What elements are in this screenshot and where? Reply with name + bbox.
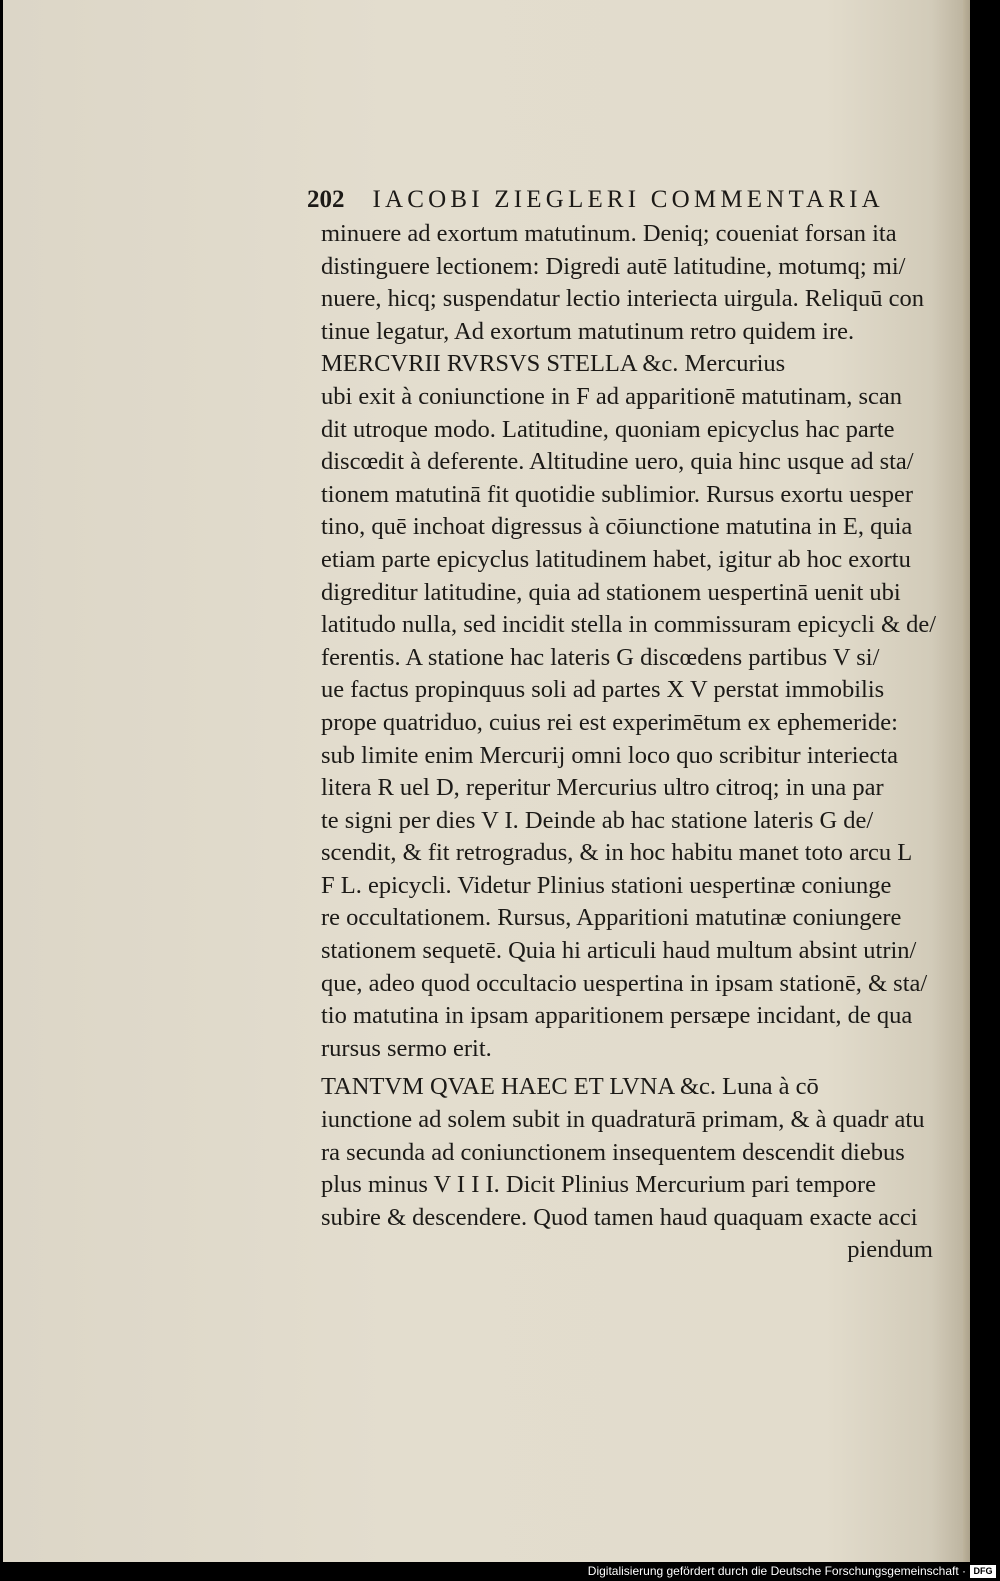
body-text [321,218,937,1267]
text-line: dit utroque modo. Latitudine, quoniam epicyclus hac parte [321,415,895,443]
text-line: discœdit à deferente. Altitudine uero, quia hinc usque ad sta/ [321,448,914,476]
text-line: tinue legatur, Ad exortum matutinum retro quidem ire. [321,317,855,345]
paragraph-2 [321,348,937,1065]
text-line: minuere ad exortum matutinum. Deniq; coueniat forsan ita [321,220,897,247]
text-line: litera R uel D, reperitur Mercurius ultro citroq; in una par [321,774,884,802]
text-line: prope quatriduo, cuius rei est experimētum ex ephemeride: [321,708,898,736]
text-line: nuere, hicq; suspendatur lectio interiecta uirgula. Reliquū con [321,285,925,313]
text-line: ubi exit à coniunctione in F ad apparitionē matutinam, scan [321,382,903,410]
text-line: ue factus propinquus soli ad partes X V perstat immobilis [321,676,885,704]
page-header [307,186,919,218]
text-line: tio matutina in ipsam apparitionem persæpe incidant, de qua [321,1002,913,1030]
text-line: rursus sermo erit. [321,1034,492,1062]
text-line: stationem sequetē. Quia hi articuli haud multum absint utrin/ [321,937,917,965]
text-line: sub limite enim Mercurij omni loco quo scribitur interiecta [321,741,898,769]
text-line: distinguere lectionem: Digredi autē latitudine, motumq; mi/ [321,252,906,280]
text-line: tino, quē inchoat digressus à cōiunctione matutina in E, quia [321,513,913,541]
paragraph-1 [321,218,933,348]
catchword: piendum [847,1236,933,1264]
text-line: F L. epicycli. Videtur Plinius stationi uespertinæ coniunge [321,871,892,899]
text-line: subire & descendere. Quod tamen haud quaquam exacte acci [321,1203,918,1231]
text-line: etiam parte epicyclus latitudinem habet, igitur ab hoc exortu [321,545,911,573]
text-line: plus minus V I I I. Dicit Plinius Mercurium pari tempore [321,1171,877,1199]
text-line: te signi per dies V I. Deinde ab hac statione lateris G de/ [321,806,874,834]
text-line: ferentis. A statione hac lateris G discœdens partibus V si/ [321,643,880,671]
page-number: 202 [307,186,345,213]
paragraph-3 [321,1071,933,1234]
running-head: IACOBI ZIEGLERI COMMENTARIA [372,186,884,213]
funding-notice: Digitalisierung gefördert durch die Deutsche Forschungsgemeinschaft · [587,1564,966,1578]
text-line: iunctione ad solem subit in quadraturā primam, & à quadr atu [321,1106,925,1134]
text-line: digreditur latitudine, quia ad stationem uespertinā uenit ubi [321,578,901,606]
text-line: re occultationem. Rursus, Apparitioni matutinæ coniungere [321,904,902,932]
page-edge [963,0,970,1562]
text-line: MERCVRII RVRSVS STELLA &c. Mercurius [321,350,786,378]
text-line: scendit, & fit retrogradus, & in hoc habitu manet toto arcu L [321,839,913,867]
text-line: ra secunda ad coniunctionem insequentem descendit diebus [321,1138,905,1166]
text-line: latitudo nulla, sed incidit stella in commissuram epicycli & de/ [321,611,937,639]
text-line: TANTVM QVAE HAEC ET LVNA &c. Luna à cō [321,1073,819,1101]
digitization-footer [0,1562,1000,1581]
text-line: tionem matutinā fit quotidie sublimior. Rursus exortu uesper [321,480,914,508]
text-line: que, adeo quod occultacio uespertina in ipsam stationē, & sta/ [321,969,928,997]
book-page [3,0,970,1562]
dfg-logo: DFG [970,1565,996,1578]
